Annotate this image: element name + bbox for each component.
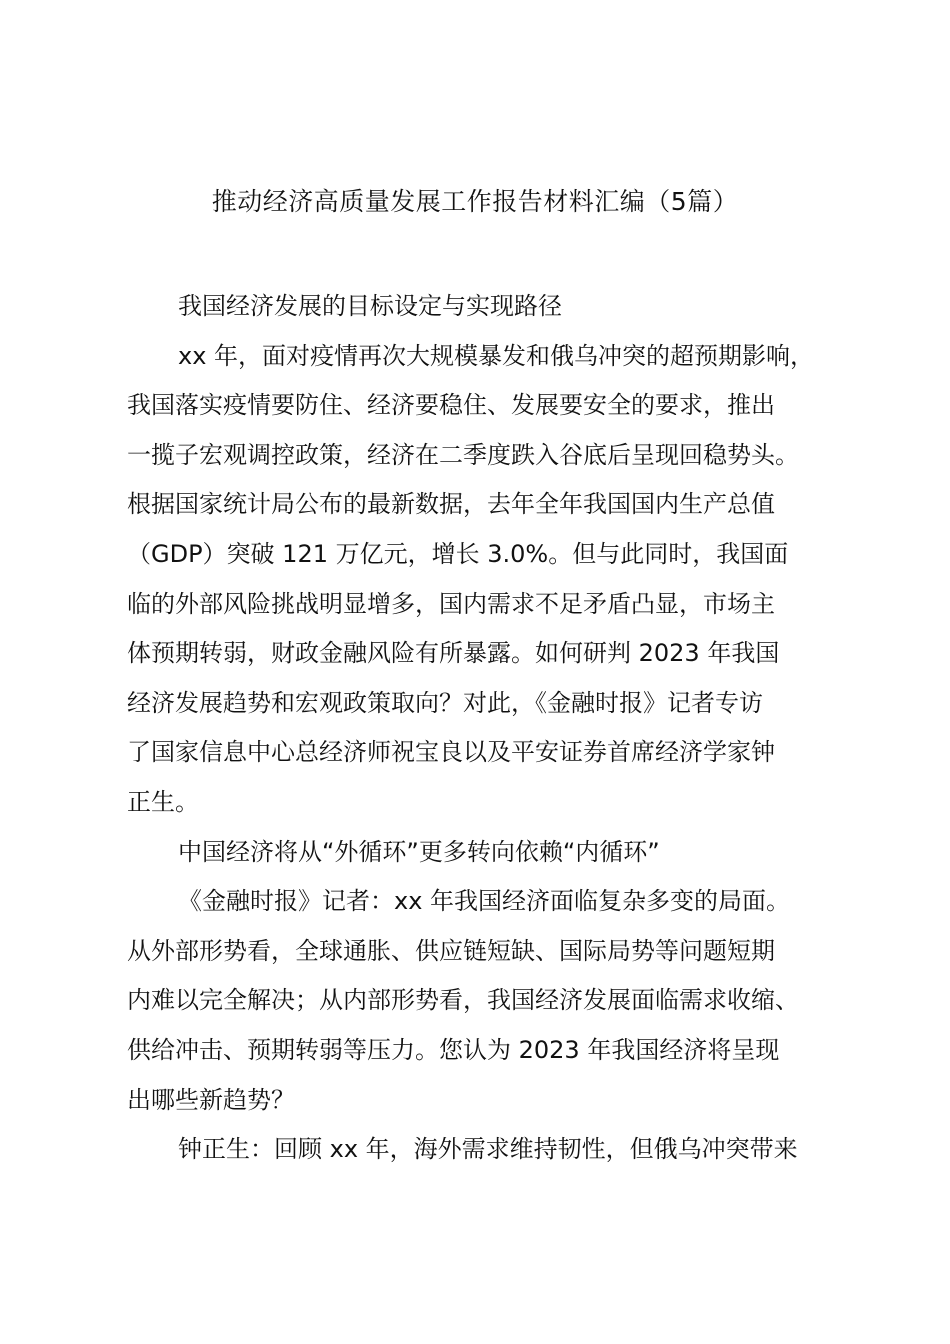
paragraph-line: 临的外部风险挑战明显增多，国内需求不足矛盾凸显，市场主 [127, 589, 775, 618]
paragraph-line: xx 年，面对疫情再次大规模暴发和俄乌冲突的超预期影响， [178, 341, 815, 370]
paragraph-line: 正生。 [127, 787, 199, 816]
paragraph-line: 我国落实疫情要防住、经济要稳住、发展要安全的要求，推出 [127, 391, 775, 420]
paragraph-line: 供给冲击、预期转弱等压力。您认为 2023 年我国经济将呈现 [127, 1035, 780, 1064]
paragraph-line: 一揽子宏观调控政策，经济在二季度跌入谷底后呈现回稳势头。 [127, 440, 799, 469]
paragraph-line: 内难以完全解决；从内部形势看，我国经济发展面临需求收缩、 [127, 986, 799, 1015]
paragraph-line: 钟正生：回顾 xx 年，海外需求维持韧性，但俄乌冲突带来 [178, 1135, 798, 1164]
paragraph-line: 了国家信息中心总经济师祝宝良以及平安证券首席经济学家钟 [127, 738, 775, 767]
document-body [127, 282, 842, 1175]
paragraph-line: 根据国家统计局公布的最新数据，去年全年我国国内生产总值 [127, 490, 775, 519]
document-title: 推动经济高质量发展工作报告材料汇编（5篇） [211, 187, 739, 216]
section-heading: 中国经济将从“外循环”更多转向依赖“内循环” [178, 837, 660, 866]
paragraph-line: （GDP）突破 121 万亿元，增长 3.0%。但与此同时，我国面 [127, 539, 789, 568]
paragraph-line: 《金融时报》记者：xx 年我国经济面临复杂多变的局面。 [178, 887, 791, 916]
paragraph-line: 从外部形势看，全球通胀、供应链短缺、国际局势等问题短期 [127, 936, 775, 965]
paragraph-line: 体预期转弱，财政金融风险有所暴露。如何研判 2023 年我国 [127, 639, 780, 668]
paragraph-line: 出哪些新趋势？ [127, 1085, 295, 1114]
paragraph-line: 经济发展趋势和宏观政策取向？对此，《金融时报》记者专访 [127, 688, 763, 717]
section-heading: 我国经济发展的目标设定与实现路径 [178, 292, 562, 320]
